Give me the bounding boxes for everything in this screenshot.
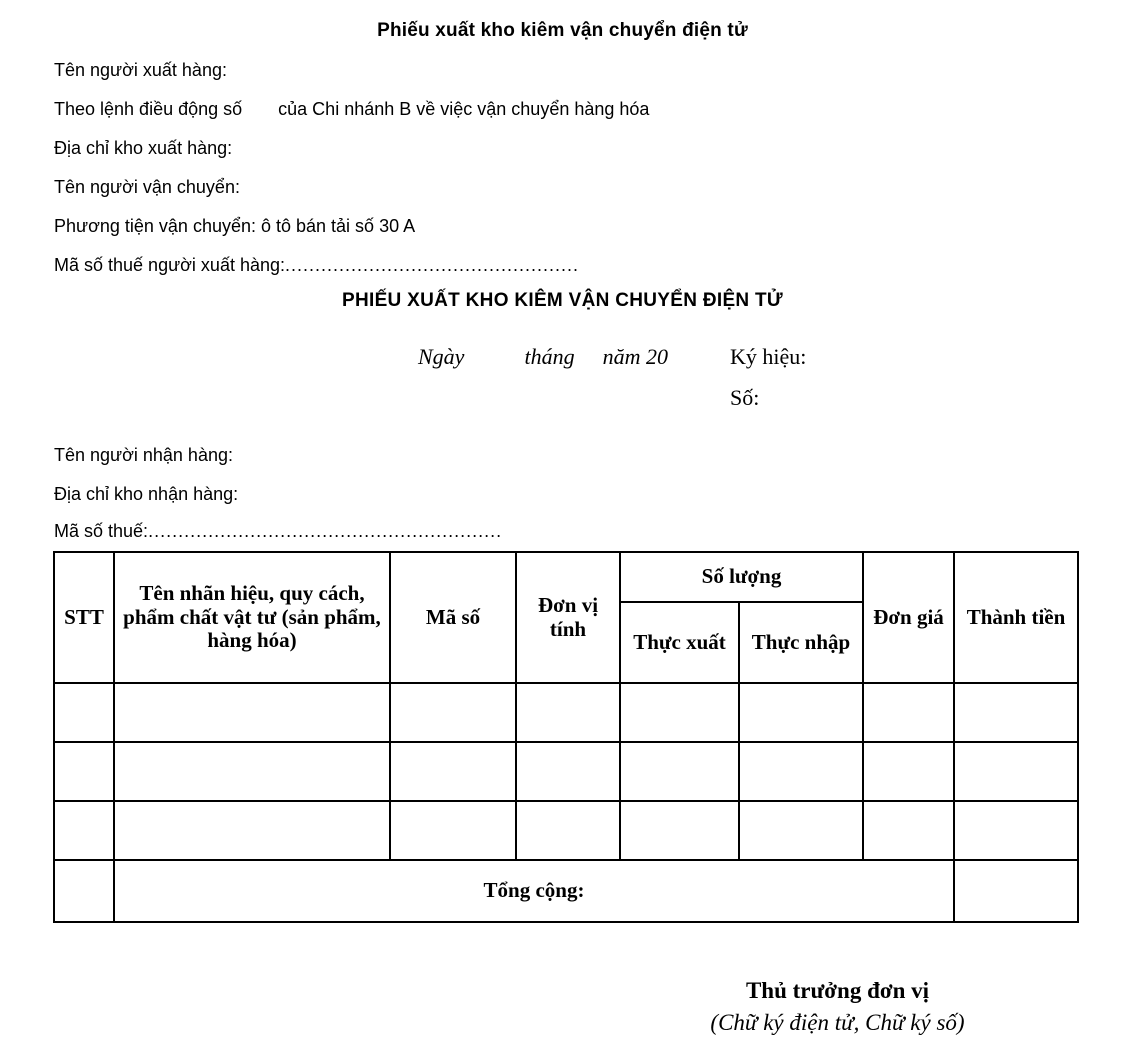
- cell-amount[interactable]: [954, 801, 1078, 860]
- receiver-tax-code-dots: ...........................................................: [148, 521, 503, 541]
- date-line: [418, 344, 668, 370]
- column-header-quantity-out: Thực xuất: [620, 602, 739, 683]
- cell-quantity-out[interactable]: [620, 742, 739, 801]
- column-header-description: Tên nhãn hiệu, quy cách, phẩm chất vật tư (sản phẩm, hàng hóa): [114, 552, 390, 683]
- sender-tax-code-line: [54, 255, 579, 276]
- symbol-label: Ký hiệu:: [730, 344, 807, 369]
- table-row[interactable]: [54, 742, 1078, 801]
- column-header-unit-price: Đơn giá: [863, 552, 954, 683]
- cell-code[interactable]: [390, 742, 516, 801]
- number-line: [730, 385, 759, 411]
- column-header-code: Mã số: [390, 552, 516, 683]
- cell-stt[interactable]: [54, 742, 114, 801]
- dispatch-order-label-end: của Chi nhánh B về việc vận chuyển hàng hóa: [278, 99, 650, 119]
- page-title: Phiếu xuất kho kiêm vận chuyển điện tử: [377, 20, 748, 41]
- sender-name-label: Tên người xuất hàng:: [54, 60, 227, 80]
- goods-table: [53, 551, 1079, 923]
- cell-quantity-in[interactable]: [739, 801, 863, 860]
- sender-tax-code-dots: .................................................: [285, 255, 580, 275]
- cell-quantity-in[interactable]: [739, 683, 863, 742]
- cell-description[interactable]: [114, 801, 390, 860]
- vehicle-line: [54, 216, 415, 237]
- total-label: Tổng cộng:: [114, 860, 954, 922]
- table-header-row-1: [54, 552, 1078, 602]
- cell-amount[interactable]: [954, 742, 1078, 801]
- receiver-warehouse-address-label: Địa chỉ kho nhận hàng:: [54, 484, 239, 504]
- month-label: tháng: [524, 344, 575, 369]
- transporter-line: [54, 177, 240, 198]
- cell-unit[interactable]: [516, 801, 620, 860]
- total-stt-cell: [54, 860, 114, 922]
- symbol-line: [730, 344, 806, 370]
- cell-quantity-out[interactable]: [620, 683, 739, 742]
- cell-unit-price[interactable]: [863, 683, 954, 742]
- column-header-unit: Đơn vị tính: [516, 552, 620, 683]
- cell-amount[interactable]: [954, 683, 1078, 742]
- receiver-name-line: [54, 445, 233, 466]
- table-row[interactable]: [54, 801, 1078, 860]
- main-heading: PHIẾU XUẤT KHO KIÊM VẬN CHUYỂN ĐIỆN TỬ: [342, 290, 783, 311]
- sender-tax-code-label: Mã số thuế người xuất hàng:: [54, 255, 285, 275]
- cell-unit[interactable]: [516, 683, 620, 742]
- cell-unit-price[interactable]: [863, 801, 954, 860]
- sender-warehouse-address-line: [54, 138, 232, 159]
- table-total-row: [54, 860, 1078, 922]
- cell-unit[interactable]: [516, 742, 620, 801]
- cell-code[interactable]: [390, 801, 516, 860]
- number-label: Số:: [730, 385, 760, 410]
- signature-note-text: (Chữ ký điện tử, Chữ ký số): [710, 1010, 965, 1035]
- transporter-label: Tên người vận chuyển:: [54, 177, 240, 197]
- year-label: năm 20: [602, 344, 668, 369]
- column-header-quantity-in: Thực nhập: [739, 602, 863, 683]
- cell-stt[interactable]: [54, 683, 114, 742]
- table-row[interactable]: [54, 683, 1078, 742]
- total-amount-cell[interactable]: [954, 860, 1078, 922]
- receiver-tax-code-label: Mã số thuế:: [54, 521, 149, 541]
- column-header-quantity-group: Số lượng: [620, 552, 863, 602]
- dispatch-order-line: [54, 99, 649, 120]
- receiver-name-label: Tên người nhận hàng:: [54, 445, 233, 465]
- vehicle-label: Phương tiện vận chuyển: ô tô bán tải số 30 A: [54, 216, 416, 236]
- receiver-warehouse-address-line: [54, 484, 238, 505]
- receiver-tax-code-line: [54, 521, 502, 542]
- cell-description[interactable]: [114, 683, 390, 742]
- cell-quantity-in[interactable]: [739, 742, 863, 801]
- signature-note: [0, 1010, 1125, 1036]
- cell-unit-price[interactable]: [863, 742, 954, 801]
- cell-code[interactable]: [390, 683, 516, 742]
- sender-name-line: [54, 60, 227, 81]
- signature-title: [0, 978, 1125, 1004]
- dispatch-order-label-start: Theo lệnh điều động số: [54, 99, 243, 119]
- column-header-stt: STT: [54, 552, 114, 683]
- day-label: Ngày: [418, 344, 465, 369]
- sender-warehouse-address-label: Địa chỉ kho xuất hàng:: [54, 138, 233, 158]
- column-header-amount: Thành tiền: [954, 552, 1078, 683]
- cell-stt[interactable]: [54, 801, 114, 860]
- cell-quantity-out[interactable]: [620, 801, 739, 860]
- signature-title-text: Thủ trưởng đơn vị: [745, 978, 930, 1003]
- cell-description[interactable]: [114, 742, 390, 801]
